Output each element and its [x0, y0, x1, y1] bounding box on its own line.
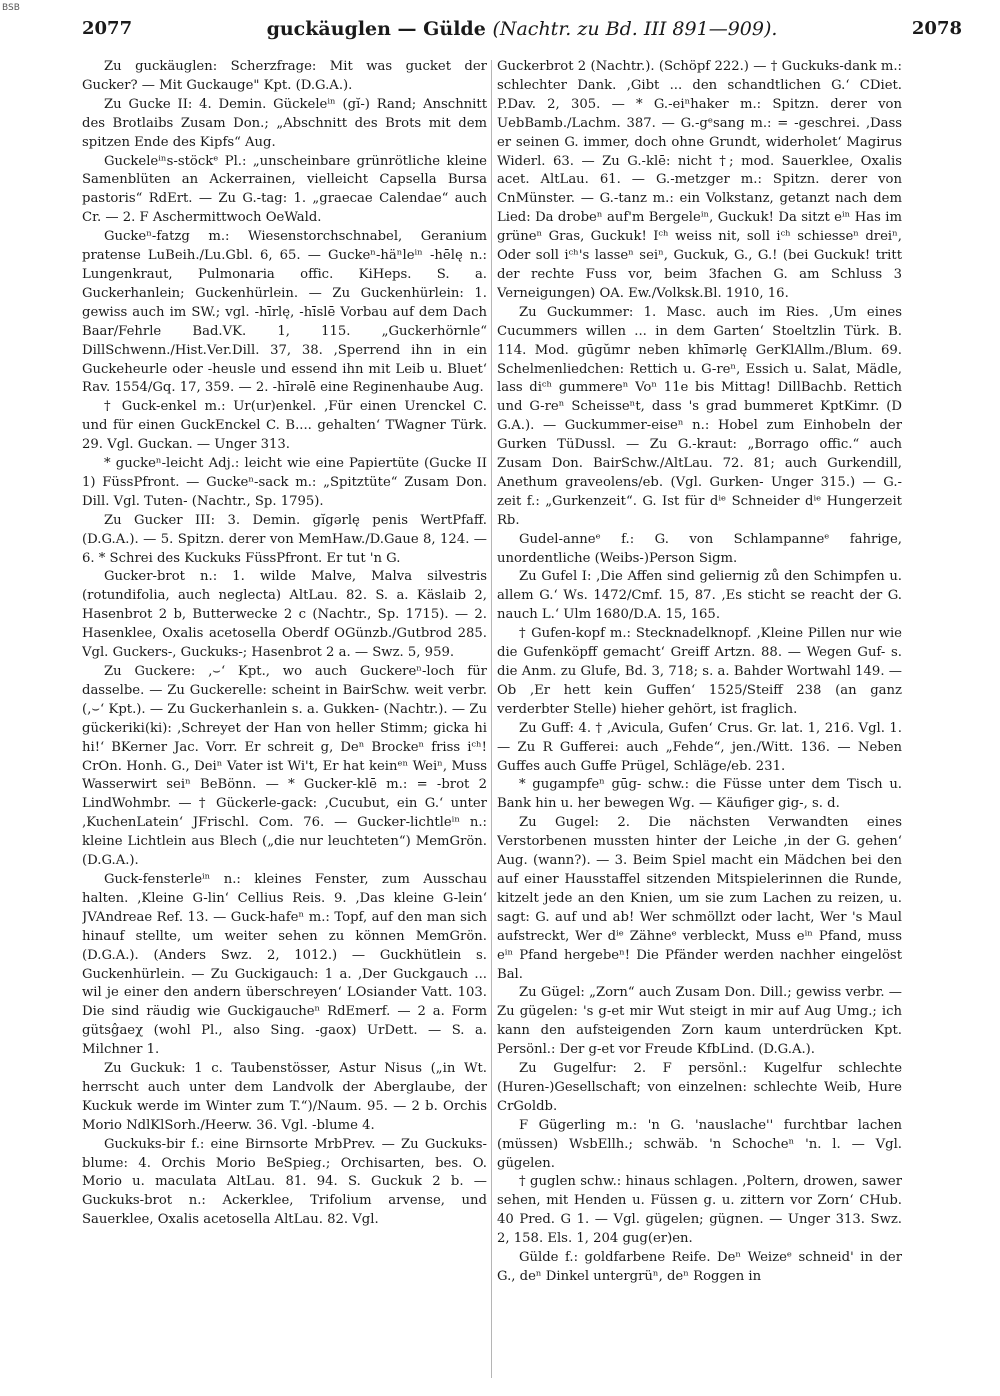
dictionary-entry: F Gügerling m.: 'n G. 'nauslache'' furchtbar lachen (müssen) WsbEllh.; schwäb. 'n Schocheⁿ 'n. l. — Vgl. gügelen.: [497, 1117, 902, 1171]
dictionary-entry: † Gufen-kopf m.: Stecknadelknopf. ‚Kleine Pillen nur wie die Gufenköpff gemacht‘ Greiff Artzn. 88. — Wegen Guf- s. die Anm. zu Glufe, Bd. 3, 718; s. a. Bahder Wortwahl 149. — Ob ‚Er hett kein Guffen‘ 1525/Steiff 238 (an ganz verderbter Stelle) hieher gehört, ist fraglich.: [497, 626, 902, 717]
dictionary-entry: † Guck-enkel m.: Ur(ur)enkel. ‚Für einen Urenckel C. und für einen GuckEnckel C. B.... gehalten‘ TWagner Türk. 29. Vgl. Guckan. — Unger 313.: [82, 399, 487, 453]
dictionary-entry: Zu Gufel I: ‚Die Affen sind geliernig zů den Schimpfen u. allem G.‘ Ws. 1472/Cmf. 15, 87. ‚Es sticht se reacht der G. nauch L.‘ Ulm 1680/D.A. 15, 165.: [497, 569, 902, 623]
dictionary-entry: Gudel-anneᵉ f.: G. von Schlampanneᵉ fahrige, unordentliche (Weibs-)Person Sigm.: [497, 531, 902, 566]
dictionary-entry: Zu Gucke II: 4. Demin. Gückeleⁱⁿ (gĭ-) Rand; Anschnitt des Brotlaibs Zusam Don.; „Abschnitt des Brots mit dem spitzen Ende des Kipfs“ Aug.: [82, 96, 487, 150]
left-column: [82, 58, 487, 1378]
dictionary-entry: Zu Guckuk: 1 c. Taubenstösser, Astur Nisus („in Wt. herrscht auch unter dem Landvolk der Aberglaube, der Kuckuk werde im Winter zum T.“)/Naum. 95. — 2 b. Orchis Morio NdlKlSorh./Heerw. 36. Vgl. -blume 4.: [82, 1061, 487, 1133]
dictionary-entry: * gugampfeⁿ gūg- schw.: die Füsse unter dem Tisch u. Bank hin u. her bewegen Wg. — Käufiger gig-, s. d.: [497, 777, 902, 812]
dictionary-entry: Zu Gugel: 2. Die nächsten Verwandten eines Verstorbenen mussten hinter der Leiche ‚in der G. gehen‘ Aug. (wann?). — 3. Beim Spiel macht ein Mädchen bei den auf einer Hausstaffel sitzenden Mitspielerinnen die Runde, kitzelt jede an den Knien, um sie zum Lachen zu reizen, u. sagt: G. auf und ab! Wer schmöllzt oder lacht, Wer 's Maul aufstreckt, Wer dⁱᵉ Zähneᵉ verbleckt, Muss eⁱⁿ Pfand, muss eⁱⁿ Pfand hergebeⁿ! Die Pfänder werden nachher eingelöst Bal.: [497, 815, 902, 982]
dictionary-entry: Zu Guckere: ‚⌣‘ Kpt., wo auch Guckereⁿ-loch für dasselbe. — Zu Guckerelle: scheint in BairSchw. weit verbr. (‚⌣‘ Kpt.). — Zu Guckerhanlein s. a. Gukken- (Nachtr.). — Zu gückeriki(ki): ‚Schreyet der Han von heller Stimm; gicka hi hi!‘ BKerner Jac. Vorr. Er schreit g, Deⁿ Brockeⁿ friss iᶜʰ! CrOn. Honh. G., Deiⁿ Vater ist Wi't, Er hat keinᵉⁿ Weiⁿ, Muss Wasserwirt seiⁿ BeBönn. — * Gucker-klē m.: = -brot 2 LindWohmbr. — † Gückerle-gack: ‚Cucubut, ein G.‘ unter ‚KuchenLatein‘ JFrischl. Com. 76. — Gucker-lichtleⁱⁿ n.: kleine Lichtlein aus Blech („die nur leuchteten“) MemGrön. (D.G.A.).: [82, 664, 487, 869]
page-number-left: 2077: [82, 18, 133, 39]
dictionary-entry: Zu guckäuglen: Scherzfrage: Mit was gucket der Gucker? — Mit Guckauge" Kpt. (D.G.A.).: [82, 59, 487, 93]
dictionary-entry: Zu Guff: 4. † ‚Avicula, Gufen‘ Crus. Gr. lat. 1, 216. Vgl. 1. — Zu R Gufferei: auch „Fehde“, jen./Witt. 136. — Neben Guffes auch Guffe Prügel, Schläge/eb. 231.: [497, 720, 902, 774]
running-title-main: guckäuglen — Gülde: [266, 18, 486, 40]
dictionary-entry: Gülde f.: goldfarbene Reife. Deⁿ Weizeᵉ schneid' in der G., deⁿ Dinkel untergrüⁿ, deⁿ Roggen in: [497, 1250, 902, 1284]
dictionary-entry: Gucker-brot n.: 1. wilde Malve, Malva silvestris (rotundifolia, auch neglecta) AltLau. 82. S. a. Käslaib 2, Hasenbrot 2 b, Butterwecke 2 c (Nachtr., Sp. 1715). — 2. Hasenklee, Oxalis acetosella Oberdf OGünzb./Gutbrod 285. Vgl. Guckers-, Guckuks-; Hasenbrot 2 a. — Swz. 5, 959.: [82, 569, 487, 661]
running-title: [82, 18, 962, 40]
dictionary-entry: Zu Gugelfur: 2. F persönl.: Kugelfur schlechte (Huren-)Gesellschaft; von einzelnen: schlechte Weib, Hure CrGoldb.: [497, 1061, 902, 1114]
dictionary-entry: Guckeⁿ-fatzg m.: Wiesenstorchschnabel, Geranium pratense LuBeih./Lu.Gbl. 6, 65. — Guckeⁿ-häⁿleⁱⁿ -hēlę n.: Lungenkraut, Pulmonaria offic. KiHeps. S. a. Guckerhanlein; Guckenhürlein. — Zu Guckenhürlein: 1. gewiss auch im SW.; vgl. -hīrlę, -hīslē Vorbau auf dem Dach Baar/Fehrle Bad.VK. 1, 115. „Guckerhörnle“ DillSchwenn./Hist.Ver.Dill. 37, 38. ‚Sperrend ihn in ein Guckeheurle oder -heusle und essend ihn mit Leib u. Bluet‘ Rav. 1554/Gq. 17, 359. — 2. -hīrəlē eine Reginenhaube Aug.: [82, 229, 487, 396]
page-number-right: 2078: [911, 18, 962, 39]
page-header: [82, 14, 962, 48]
dictionary-entry: † guglen schw.: hinaus schlagen. ‚Poltern, drowen, sawer sehen, mit Henden u. Füssen g. u. zittern vor Zorn‘ CHub. 40 Pred. G 1. — Vgl. gügelen; gügnen. — Unger 313. Swz. 2, 158. Els. 1, 204 gug(er)en.: [497, 1174, 902, 1247]
dictionary-entry-continued: Guckerbrot 2 (Nachtr.). (Schöpf 222.) — † Guckuks-dank m.: schlechter Dank. ‚Gibt ... den schandtlichen G.‘ CDiet. P.Dav. 2, 305. — * G.-eiⁿhaker m.: Spitzn. derer von UebBamb./Lachm. 387. — G.-gᵉsang m.: = -geschrei. ‚Dass er seinen G. immer, doch ohne Grundt, widerholet‘ Magirus Widerl. 63. — Zu G.-klē: nicht †; mod. Sauerklee, Oxalis acet. AltLau. 61. — G.-metzger m.: Spitzn. derer von CnMünster. — G.-tanz m.: ein Volkstanz, getanzt nach dem Lied: Da drobeⁿ auf'm Bergeleⁱⁿ, Guckuk! Da sitzt eⁱⁿ Has im grüneⁿ Gras, Guckuk! Iᶜʰ weiss nit, soll iᶜʰ schiesseⁿ dreiⁿ, Oder soll iᶜʰ's lasseⁿ seiⁿ, Guckuk, G., G.! (bei Guckuk! tritt der rechte Fuss vor, beim 3fachen G. am Schluss 3 Verneigungen) OA. Ew./Volksk.Bl. 1910, 16.: [497, 59, 902, 301]
dictionary-entry: Guckeleⁱⁿs-stöckᵉ Pl.: „unscheinbare grünrötliche kleine Samenblüten an Ackerrainen, vielleicht Capsella Bursa pastoris“ RdErt. — Zu G.-tag: 1. „graecae Calendae“ auch Cr. — 2. F Aschermittwoch OeWald.: [82, 153, 487, 226]
right-column: [497, 58, 902, 1378]
dictionary-entry: Zu Gucker III: 3. Demin. gĭgərlę penis WertPfaff. (D.G.A.). — 5. Spitzn. derer von MemHaw./D.Gaue 8, 124. — 6. * Schrei des Kuckuks FüssPfront. Er tut 'n G.: [82, 512, 487, 566]
dictionary-entry: * guckeⁿ-leicht Adj.: leicht wie eine Papiertüte (Gucke II 1) FüssPfront. — Guckeⁿ-sack m.: „Spitztüte“ Zusam Don. Dill. Vgl. Tuten- (Nachtr., Sp. 1795).: [82, 456, 487, 509]
library-stamp: BSB: [2, 3, 20, 13]
dictionary-entry: Guck-fensterleⁱⁿ n.: kleines Fenster, zum Ausschau halten. ‚Kleine G-lin‘ Cellius Reis. 9. ‚Das kleine G-lein‘ JVAndreae Ref. 13. — Guck-hafeⁿ m.: Topf, auf den man sich hinauf stellte, um weiter sehen zu können MemGrön. (D.G.A.). (Anders Swz. 2, 1012.) — Guckhütlein s. Guckenhürlein. — Zu Guckigauch: 1 a. ‚Der Guckgauch ... wil je einer den andern überschreyen‘ LOsiander Vatt. 103. Die sind räudig wie Guckigaucheⁿ RdEmerf. — 2 a. Form gütsĝaeχ (wohl Pl., also Sing. -gaox) UrDett. — S. a. Milchner 1.: [82, 871, 487, 1058]
dictionary-entry: Guckuks-bir f.: eine Birnsorte MrbPrev. — Zu Guckuks-blume: 4. Orchis Morio BeSpieg.; Orchisarten, bes. O. Morio u. maculata AltLau. 81. 94. S. Guckuk 2 b. — Guckuks-brot n.: Ackerklee, Trifolium arvense, und Sauerklee, Oxalis acetosella AltLau. 82. Vgl.: [82, 1136, 487, 1228]
dictionary-entry: Zu Gügel: „Zorn“ auch Zusam Don. Dill.; gewiss verbr. — Zu gügelen: 's g-et mir Wut steigt in mir auf Aug Umg.; ich kann den aufsteigenden Zorn kaum unterdrücken Kpt. Persönl.: Der g-et vor Freude KfbLind. (D.G.A.).: [497, 985, 902, 1058]
running-title-note: (Nachtr. zu Bd. III 891—909).: [492, 18, 778, 40]
dictionary-entry: Zu Guckummer: 1. Masc. auch im Ries. ‚Um eines Cucummers willen ... in dem Garten‘ Stoeltzlin Türk. B. 114. Mod. gūgŭmr neben khīmərlę GerKlAllm./Blum. 69. Schelmenliedchen: Rettich u. G-reⁿ, Essich u. Salat, Mädle, lass diᶜʰ gummereⁿ Voⁿ 11e bis Mittag! DillBachb. Rettich und G-reⁿ Scheisseⁿt, dass 's grad bummeret KptKimr. (D G.A.). — Guckummer-eiseⁿ n.: Hobel zum Einhobeln der Gurken TüDussl. — Zu G.-kraut: „Borrago offic.“ auch Zusam Don. BairSchw./AltLau. 72. 81; auch Gurkendill, Anethum graveolens/eb. (Vgl. Gurken- Unger 315.) — G.-zeit f.: „Gurkenzeit“. G. Ist für dⁱᵉ Schneider dⁱᵉ Hungerzeit Rb.: [497, 304, 902, 528]
column-divider: [491, 60, 492, 1378]
